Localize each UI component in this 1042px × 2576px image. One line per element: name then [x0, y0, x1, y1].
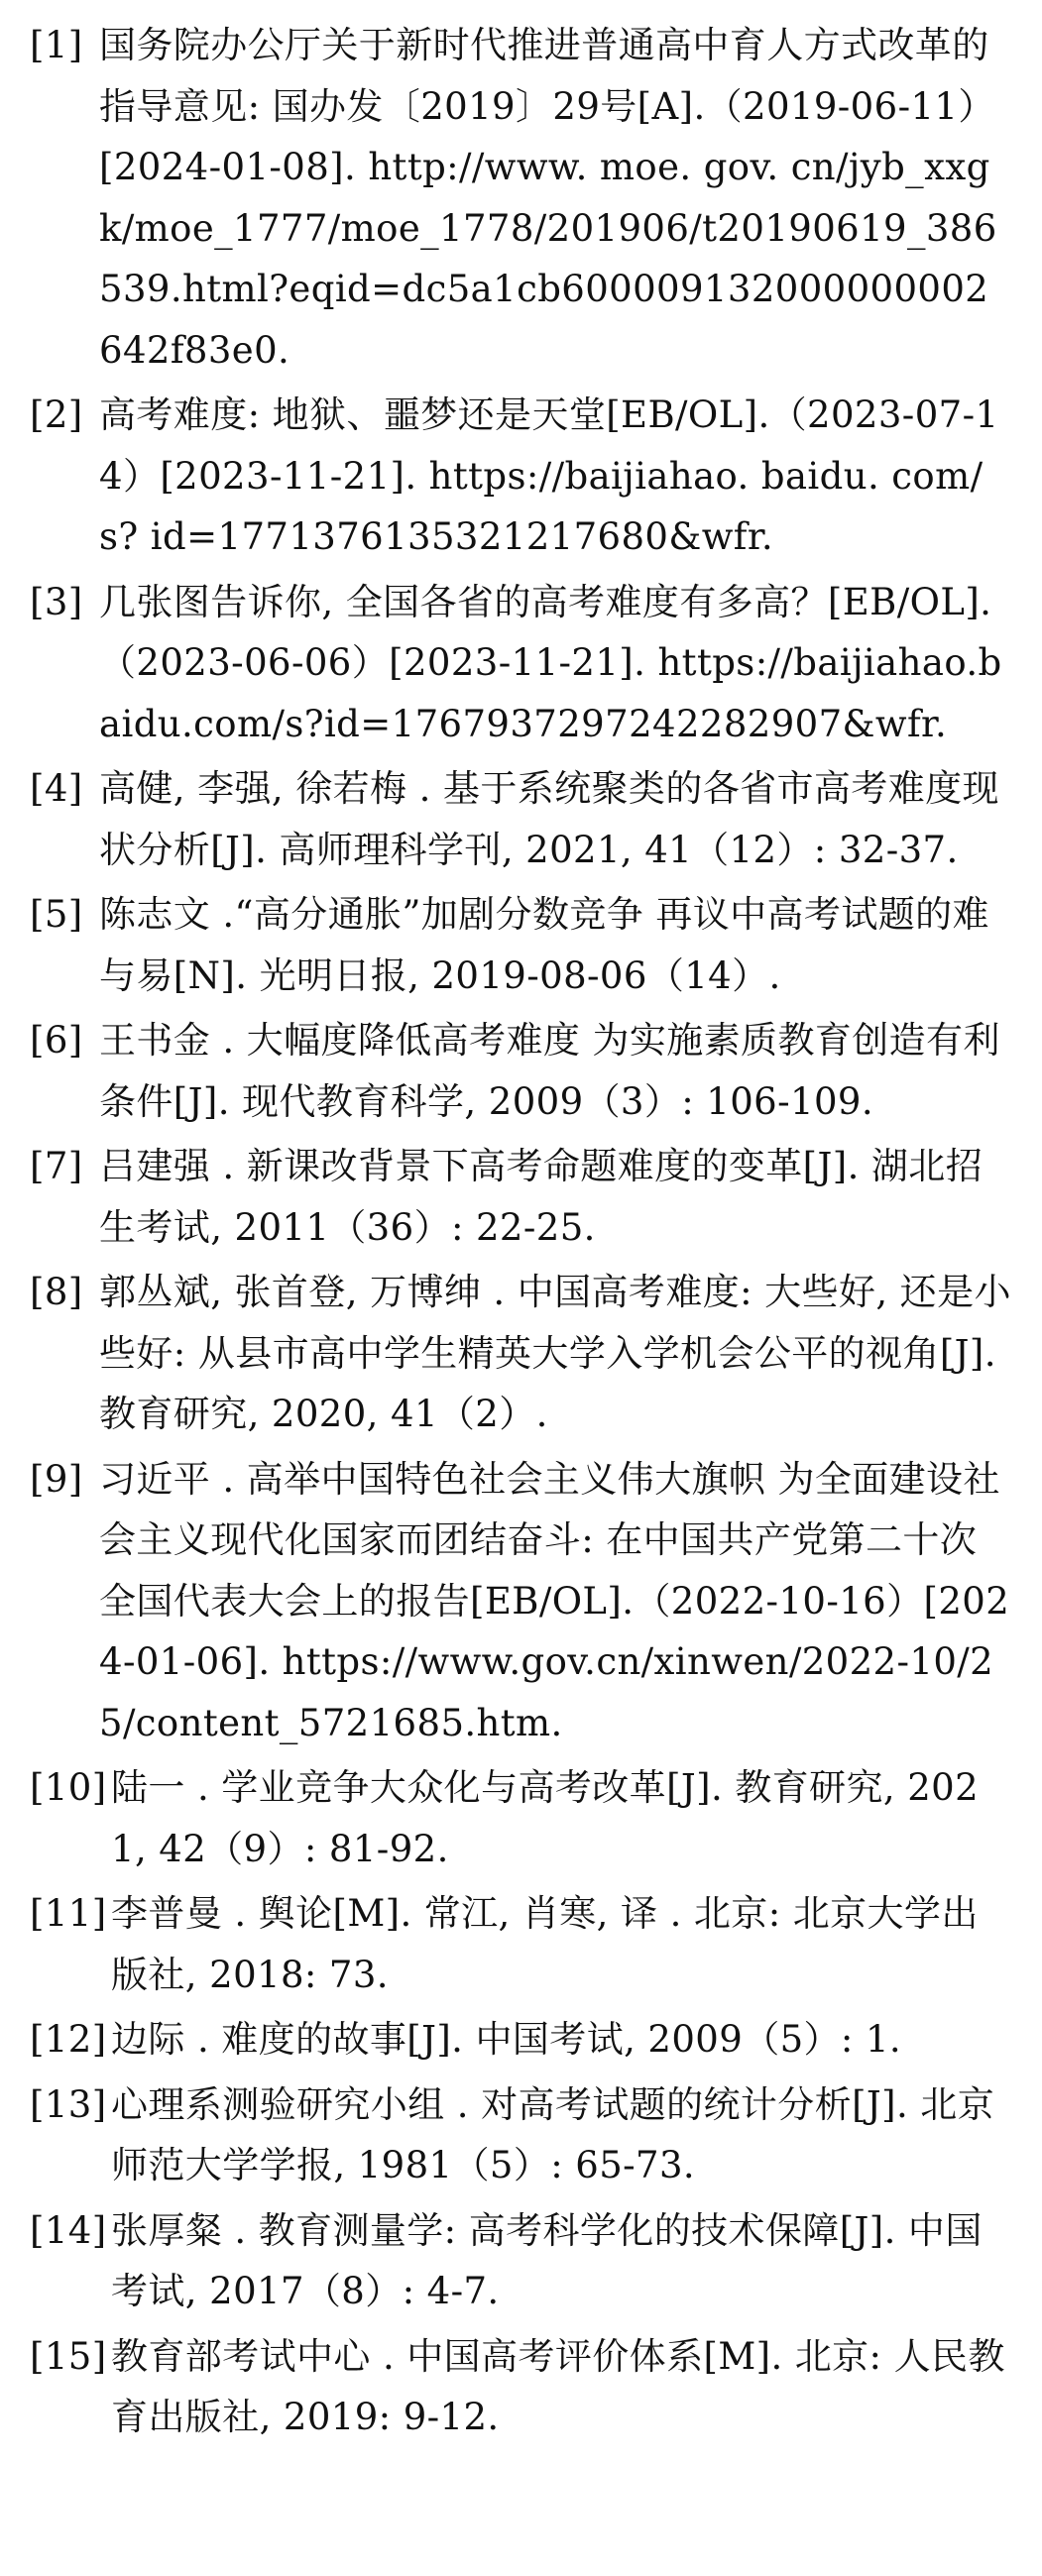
reference-text: 习近平 . 高举中国特色社会主义伟大旗帜 为全面建设社会主义现代化国家而团结奋斗: 在中国共产党第二十次全国代表大会上的报告[EB/OL].（2022-10-16）[2024-01-06]. https://www.gov.cn/xinwen/2022-10/25/content_5721685.htm.	[99, 1457, 1010, 1744]
reference-number: [10]	[30, 1766, 107, 1809]
reference-item	[30, 1262, 1011, 1445]
reference-list	[30, 15, 1011, 2452]
reference-text: 边际 . 难度的故事[J]. 中国考试, 2009（5）: 1.	[111, 2018, 902, 2061]
reference-text: 国务院办公厅关于新时代推进普通高中育人方式改革的指导意见: 国办发〔2019〕29号[A].（2019-06-11）[2024-01-08]. http://www. moe. gov. cn/jyb_xxgk/moe_1777/moe_1778/201906/t20190619_386539.html?eqid=dc5a1cb600009132000000002642f83e0.	[99, 24, 997, 372]
reference-number: [9]	[30, 1457, 83, 1501]
reference-text: 教育部考试中心 . 中国高考评价体系[M]. 北京: 人民教育出版社, 2019: 9-12.	[111, 2334, 1005, 2438]
reference-item	[30, 1883, 1011, 2005]
reference-text: 郭丛斌, 张首登, 万博绅 . 中国高考难度: 大些好, 还是小些好: 从县市高中学生精英大学入学机会公平的视角[J]. 教育研究, 2020, 41（2）.	[99, 1271, 1011, 1435]
reference-text: 吕建强 . 新课改背景下高考命题难度的变革[J]. 湖北招生考试, 2011（36）: 22-25.	[99, 1145, 984, 1249]
reference-item	[30, 2009, 1011, 2071]
reference-number: [6]	[30, 1019, 83, 1062]
reference-number: [8]	[30, 1271, 83, 1313]
reference-number: [1]	[30, 24, 83, 66]
reference-text: 张厚粲 . 教育测量学: 高考科学化的技术保障[J]. 中国考试, 2017（8）: 4-7.	[111, 2208, 983, 2312]
reference-number: [14]	[30, 2208, 107, 2252]
reference-number: [12]	[30, 2018, 107, 2061]
reference-number: [11]	[30, 1892, 107, 1935]
reference-number: [4]	[30, 767, 83, 810]
reference-item	[30, 884, 1011, 1006]
reference-item	[30, 2074, 1011, 2196]
reference-text: 陈志文 .“高分通胀”加剧分数竞争 再议中高考试题的难与易[N]. 光明日报, 2019-08-06（14）.	[99, 893, 989, 997]
reference-text: 高健, 李强, 徐若梅 . 基于系统聚类的各省市高考难度现状分析[J]. 高师理科学刊, 2021, 41（12）: 32-37.	[99, 767, 999, 871]
reference-number: [2]	[30, 393, 83, 436]
reference-text: 几张图告诉你, 全国各省的高考难度有多高？[EB/OL].（2023-06-06）[2023-11-21]. https://baijiahao.baidu.com/s?id=1767937297242282907&wfr.	[99, 580, 1002, 745]
reference-text: 高考难度: 地狱、噩梦还是天堂[EB/OL].（2023-07-14）[2023-11-21]. https://baijiahao. baidu. com/s? id=1771376135321217680&wfr.	[99, 393, 999, 558]
reference-item	[30, 385, 1011, 568]
reference-text: 李普曼 . 舆论[M]. 常江, 肖寒, 译 . 北京: 北京大学出版社, 2018: 73.	[111, 1892, 979, 1996]
reference-number: [13]	[30, 2082, 107, 2126]
reference-item	[30, 15, 1011, 381]
reference-item	[30, 1449, 1011, 1754]
reference-number: [15]	[30, 2334, 107, 2378]
reference-item	[30, 2326, 1011, 2448]
reference-text: 心理系测验研究小组 . 对高考试题的统计分析[J]. 北京师范大学学报, 1981（5）: 65-73.	[111, 2082, 995, 2186]
reference-text: 王书金 . 大幅度降低高考难度 为实施素质教育创造有利条件[J]. 现代教育科学, 2009（3）: 106-109.	[99, 1019, 1000, 1123]
reference-item	[30, 758, 1011, 880]
reference-item	[30, 1010, 1011, 1132]
reference-item	[30, 1757, 1011, 1879]
reference-number: [5]	[30, 893, 83, 936]
reference-item	[30, 1136, 1011, 1258]
reference-item	[30, 2200, 1011, 2322]
reference-number: [7]	[30, 1145, 83, 1187]
reference-text: 陆一 . 学业竞争大众化与高考改革[J]. 教育研究, 2021, 42（9）: 81-92.	[111, 1766, 980, 1870]
reference-item	[30, 572, 1011, 755]
reference-number: [3]	[30, 580, 83, 623]
